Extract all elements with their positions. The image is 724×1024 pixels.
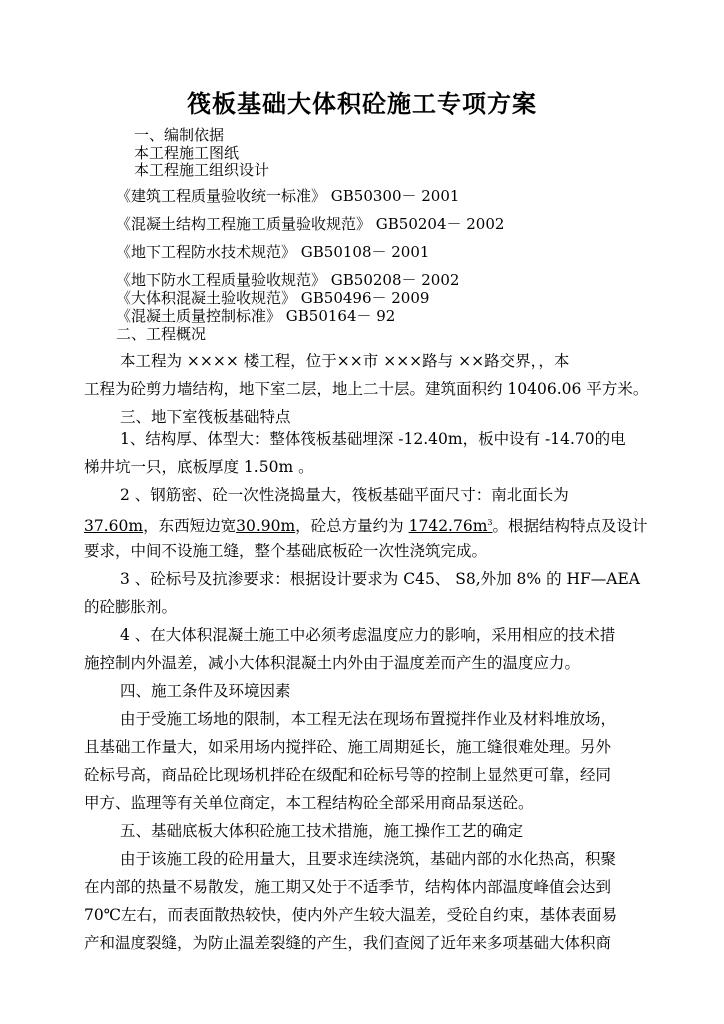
- basis-item: 《混凝土结构工程施工质量验收规范》 GB50204－ 2002: [116, 215, 505, 233]
- document-title: 筏板基础大体积砼施工专项方案: [187, 90, 537, 118]
- basis-item: 《大体积混凝土验收规范》 GB50496－ 2009: [116, 289, 430, 307]
- ns-length-value: 37.60m: [84, 517, 144, 535]
- basis-item: 《地下防水工程质量验收规范》 GB50208－ 2002: [116, 271, 460, 289]
- feature-4-line: 4 、在大体积混凝土施工中必须考虑温度应力的影响，采用相应的技术措: [120, 626, 616, 644]
- conditions-paragraph-line: 且基础工作量大，如采用场内搅拌砼、施工周期延长，施工缝很难处理。另外: [84, 738, 612, 756]
- ew-width-value: 30.90m: [236, 517, 296, 535]
- overview-paragraph-line: 工程为砼剪力墙结构，地下室二层，地上二十层。建筑面积约 10406.06 平方米。: [84, 380, 649, 398]
- section-heading-measures: 五、基础底板大体积砼施工技术措施，施工操作工艺的确定: [120, 822, 524, 840]
- conditions-paragraph-line: 甲方、监理等有关单位商定，本工程结构砼全部采用商品泵送砼。: [84, 794, 534, 812]
- basis-item: 本工程施工图纸: [134, 144, 240, 162]
- basis-item: 本工程施工组织设计: [134, 161, 270, 179]
- concrete-volume-value: $1742.76m^3$: [408, 517, 493, 535]
- feature-3-line: 3 、砼标号及抗渗要求：根据设计要求为 C45、 S8,外加 8% 的 HF—AEA: [120, 570, 640, 588]
- measures-paragraph-line: 由于该施工段的砼用量大，且要求连续浇筑，基础内部的水化热高，积聚: [120, 850, 617, 868]
- section-heading-overview: 二、工程概况: [116, 325, 207, 343]
- feature-2-dimensions-line: [84, 513, 648, 536]
- basis-item: 《建筑工程质量验收统一标准》 GB50300－ 2001: [116, 187, 460, 205]
- conditions-paragraph-line: 由于受施工场地的限制，本工程无法在现场布置搅拌作业及材料堆放场，: [120, 710, 617, 728]
- feature-3-line: 的砼膨胀剂。: [84, 598, 178, 616]
- feature-1-line: 1、结构厚、体型大：整体筏板基础埋深 -12.40m，板中设有 -14.70的电: [120, 430, 626, 448]
- overview-paragraph-line: 本工程为 ×××× 楼工程，位于××市 ×××路与 ××路交界，，本: [120, 352, 570, 370]
- feature-2-line: 2 、钢筋密、砼一次性浇捣量大，筏板基础平面尺寸：南北面长为: [120, 486, 569, 504]
- feature-2-text: ，东西短边宽: [143, 517, 237, 535]
- measures-paragraph-line: 在内部的热量不易散发，施工期又处于不适季节，结构体内部温度峰值会达到: [84, 878, 612, 896]
- basis-item: 《地下工程防水技术规范》 GB50108－ 2001: [116, 243, 430, 261]
- conditions-paragraph-line: 砼标号高，商品砼比现场机拌砼在级配和砼标号等的控制上显然更可靠，经同: [84, 766, 612, 784]
- section-heading-conditions: 四、施工条件及环境因素: [120, 682, 291, 700]
- basis-item: 《混凝土质量控制标准》 GB50164－ 92: [116, 307, 396, 325]
- feature-1-line: 梯井坑一只，底板厚度 1.50m 。: [84, 458, 314, 476]
- section-heading-features: 三、地下室筏板基础特点: [120, 408, 291, 426]
- feature-2-text: ，砼总方量约为: [295, 517, 409, 535]
- feature-4-line: 施控制内外温差，减小大体积混凝土内外由于温度差而产生的温度应力。: [84, 654, 581, 672]
- feature-2-line: 要求，中间不设施工缝，整个基础底板砼一次性浇筑完成。: [84, 542, 488, 560]
- feature-2-text: 。根据结构特点及设计: [492, 517, 648, 535]
- measures-paragraph-line: 产和温度裂缝，为防止温差裂缝的产生，我们查阅了近年来多项基础大体积商: [84, 934, 612, 952]
- measures-paragraph-line: 70℃左右，而表面散热较快，使内外产生较大温差，受砼自约束，基体表面易: [84, 906, 618, 924]
- section-heading-basis: 一、编制依据: [134, 126, 225, 144]
